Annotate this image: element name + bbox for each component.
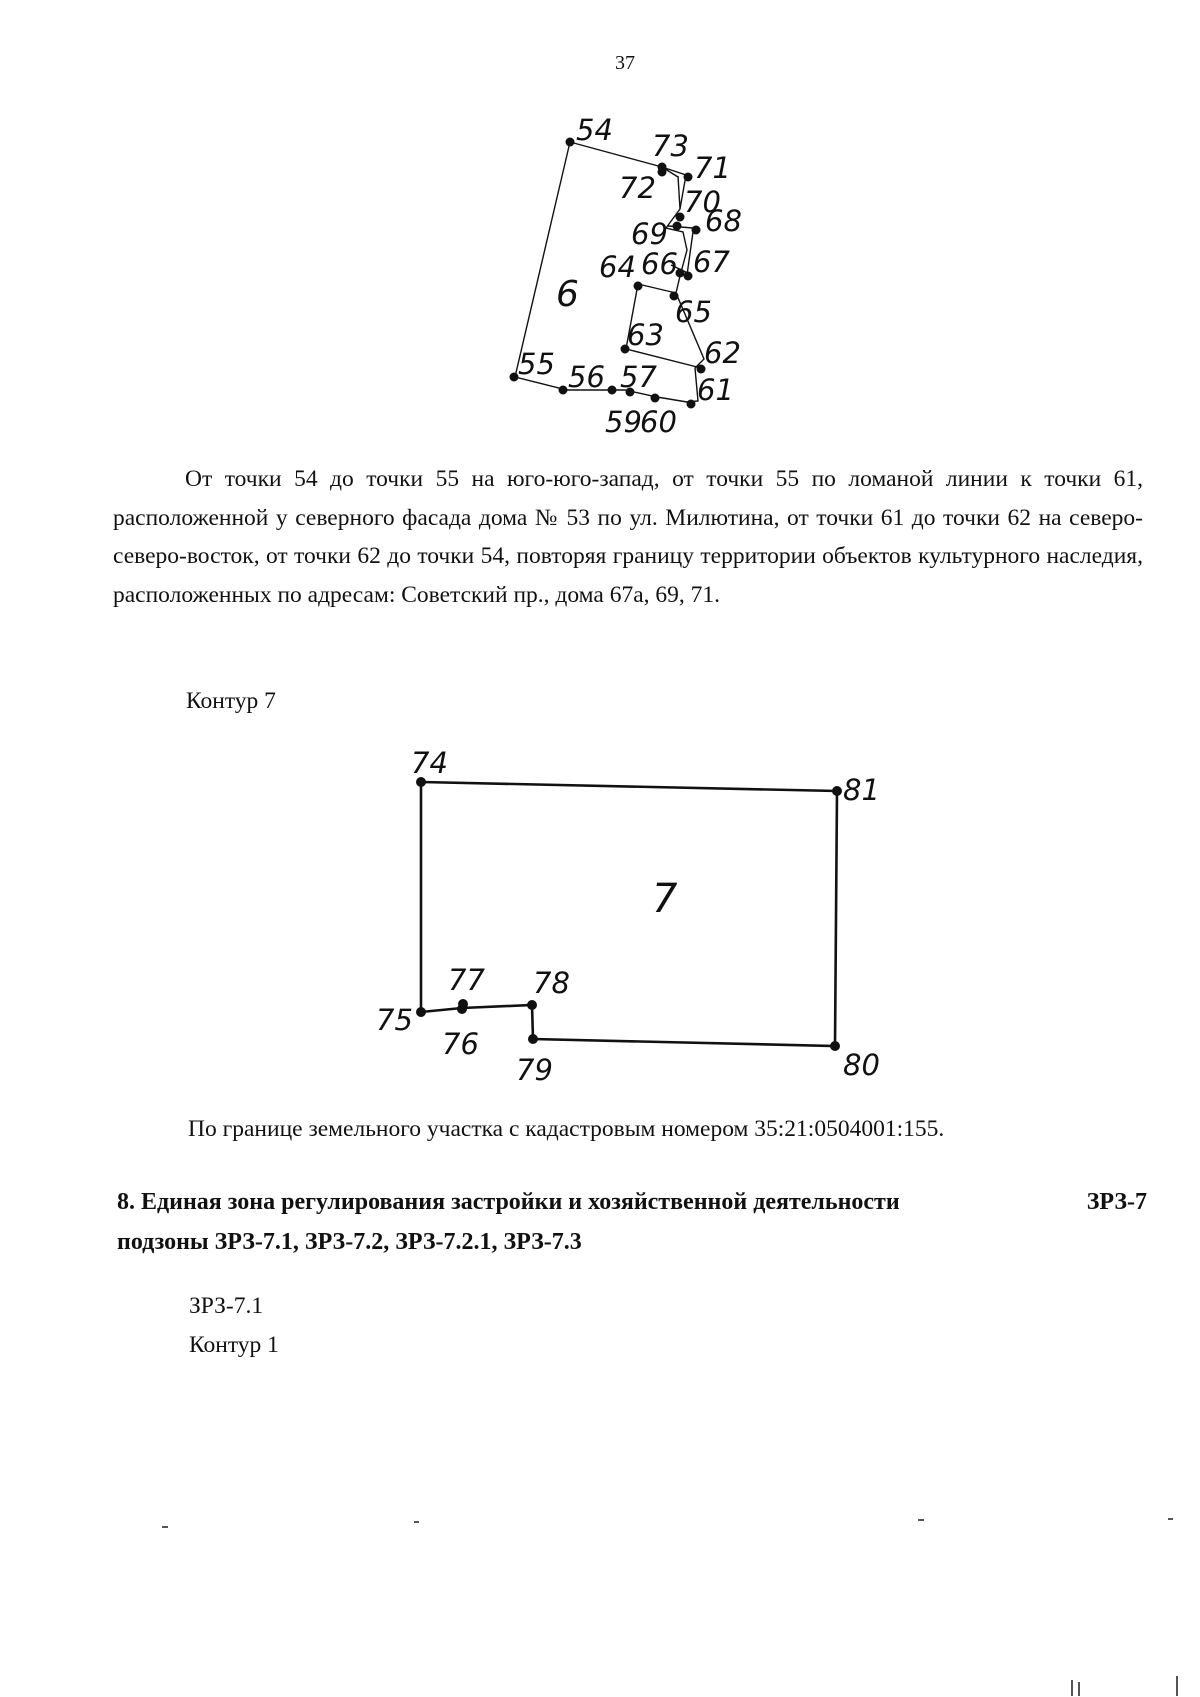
- point-77: [458, 999, 468, 1009]
- scan-speck: [918, 1519, 924, 1521]
- point-79: [528, 1034, 538, 1044]
- label-54: 54: [576, 113, 613, 147]
- label-72: 72: [619, 171, 656, 205]
- label-56: 56: [568, 360, 605, 394]
- contour-1-label: Контур 1: [189, 1332, 279, 1358]
- scan-speck: [1071, 1680, 1073, 1696]
- contour-7-labels: [376, 746, 880, 1087]
- label-63: 63: [627, 318, 664, 352]
- label-76: 76: [442, 1027, 479, 1061]
- label-74: 74: [411, 746, 448, 780]
- label-77: 77: [448, 963, 485, 997]
- label-60: 60: [640, 405, 677, 439]
- contour-7-description: По границе земельного участка с кадастровым номером 35:21:0504001:155.: [188, 1116, 945, 1142]
- point-78: [527, 1000, 537, 1010]
- label-62: 62: [704, 336, 741, 370]
- label-73: 73: [652, 129, 689, 163]
- area-label-6: 6: [556, 274, 579, 315]
- label-57: 57: [620, 360, 657, 394]
- scan-speck: [162, 1526, 168, 1528]
- label-69: 69: [631, 217, 668, 251]
- label-55: 55: [518, 347, 555, 381]
- point-75: [416, 1007, 426, 1017]
- label-65: 65: [675, 295, 712, 329]
- contour-7-boundary: [421, 782, 837, 1046]
- section-8-subzones: подзоны ЗРЗ-7.1, ЗРЗ-7.2, ЗРЗ-7.2.1, ЗРЗ-7.3: [117, 1229, 582, 1255]
- label-67: 67: [693, 245, 730, 279]
- label-78: 78: [533, 966, 570, 1000]
- label-64: 64: [599, 250, 636, 284]
- scan-speck: [1078, 1682, 1080, 1696]
- contour-7-points: [416, 777, 842, 1051]
- label-68: 68: [705, 204, 742, 238]
- label-75: 75: [376, 1003, 413, 1037]
- page-number: 37: [615, 52, 635, 74]
- label-81: 81: [843, 773, 880, 807]
- scan-speck: [1168, 1518, 1173, 1520]
- section-8-title: 8. Единая зона регулирования застройки и хозяйственной деятельности: [117, 1189, 900, 1215]
- contour-6-description: От точки 54 до точки 55 на юго-юго-запад, от точки 55 по ломаной линии к точки 61, расположенной у северного фасада дома № 53 по ул. Милютина, от точки 61 до точки 62 на северо-северо-восток, от точки 62 до точки 54, повторяя границу территории объектов культурного наследия, расположенных по адресам: Советский пр., дома 67а, 69, 71.: [113, 466, 1143, 608]
- label-79: 79: [516, 1053, 553, 1087]
- label-61: 61: [697, 373, 734, 407]
- point-80: [830, 1041, 840, 1051]
- label-80: 80: [843, 1048, 880, 1082]
- subzone-label: ЗРЗ-7.1: [189, 1293, 264, 1319]
- section-8-heading: [117, 1182, 1147, 1262]
- point-81: [832, 786, 842, 796]
- label-71: 71: [694, 151, 731, 185]
- contour-7-label: Контур 7: [186, 688, 276, 714]
- scan-speck: [1176, 1676, 1178, 1696]
- label-66: 66: [641, 247, 678, 281]
- label-70: 70: [684, 185, 721, 219]
- scan-speck: [414, 1521, 419, 1523]
- area-label-7: 7: [652, 876, 678, 922]
- label-59: 59: [605, 405, 642, 439]
- section-8-zone: ЗРЗ-7: [1086, 1189, 1147, 1215]
